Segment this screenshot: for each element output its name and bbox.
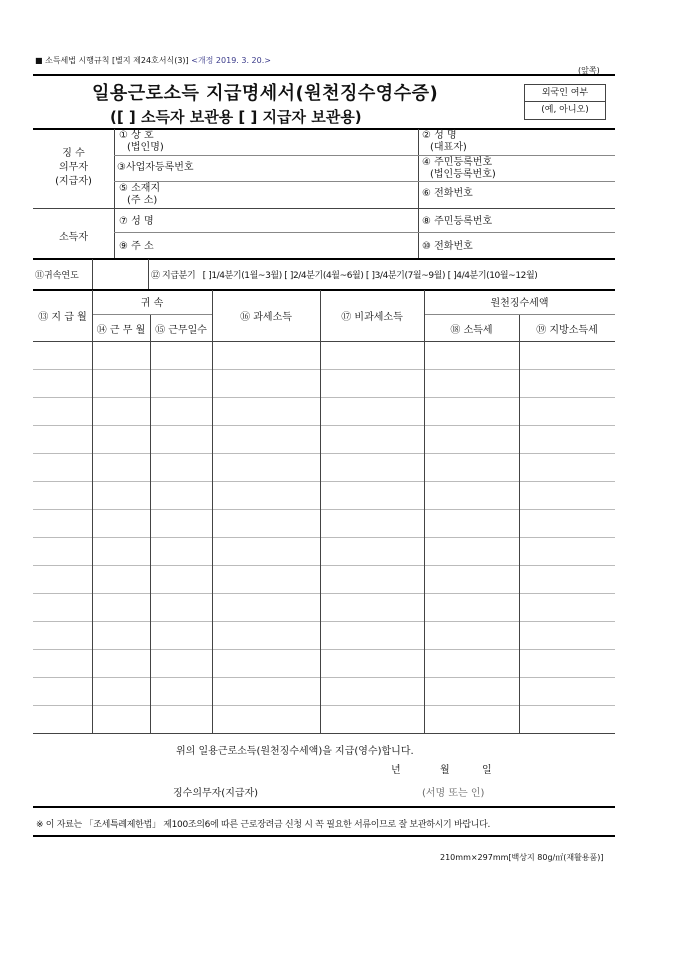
table-cell[interactable] [212,678,320,705]
table-cell[interactable] [33,706,92,734]
table-cell[interactable] [150,398,212,425]
table-cell[interactable] [519,482,615,509]
field-payer-phone[interactable]: ⑥ 전화번호 [422,188,473,199]
table-cell[interactable] [150,370,212,397]
table-cell[interactable] [424,706,519,734]
quarter-1-checkbox[interactable]: [ ]1/4분기(1월~3월) [202,271,282,281]
table-cell[interactable] [92,370,150,397]
foreigner-options: (예, 아니오) [541,105,589,115]
date-day[interactable]: 일 [482,765,492,776]
col-income-tax: ⑱ 소득세 [450,325,493,336]
representative-sub: (대표자) [430,142,467,153]
table-cell[interactable] [212,622,320,649]
law-reference [35,55,271,66]
footer-note: ※ 이 자료는 「조세특례제한법」 제100조의6에 따른 근로장려금 신청 시 꼭 필요한 서류이므로 잘 보관하시기 바랍니다. [36,820,491,830]
table-cell[interactable] [212,650,320,677]
table-cell[interactable] [92,566,150,593]
table-cell[interactable] [33,678,92,705]
year-label: ⑪귀속연도 [35,271,79,281]
table-cell[interactable] [33,594,92,621]
quarter-3-checkbox[interactable]: [ ]3/4분기(7월~9월) [365,271,446,281]
table-cell[interactable] [33,482,92,509]
table-row [33,510,615,538]
field-company-name[interactable] [119,130,164,154]
payment-statement: 위의 일용근로소득(원천징수세액)을 지급(영수)합니다. [176,746,414,757]
table-row [33,678,615,706]
table-cell[interactable] [519,566,615,593]
table-cell[interactable] [33,622,92,649]
table-cell[interactable] [92,454,150,481]
quarter-label: ⑫ 지급분기 [151,271,196,281]
table-cell[interactable] [519,594,615,621]
table-cell[interactable] [33,538,92,565]
table-cell[interactable] [320,370,424,397]
field-earner-resident-no[interactable]: ⑧ 주민등록번호 [422,216,493,227]
table-cell[interactable] [212,398,320,425]
table-cell[interactable] [33,510,92,537]
paper-spec: 210mm×297mm[백상지 80g/㎡(재활용품)] [440,853,604,862]
table-cell[interactable] [212,538,320,565]
table-cell[interactable] [320,510,424,537]
table-cell[interactable] [92,342,150,369]
table-cell[interactable] [424,650,519,677]
table-cell[interactable] [33,650,92,677]
signature-field[interactable]: (서명 또는 인) [422,788,485,799]
table-cell[interactable] [320,398,424,425]
table-cell[interactable] [212,706,320,734]
law-ref-text: ■ 소득세법 시행규칙 [별지 제24호서식(3)] [35,56,189,65]
table-row [33,426,615,454]
foreigner-box [524,84,606,120]
table-cell[interactable] [33,454,92,481]
quarter-row [151,268,537,281]
field-earner-address[interactable]: ⑨ 주 소 [119,241,154,252]
table-cell[interactable] [320,566,424,593]
date-month[interactable]: 월 [440,765,450,776]
quarter-4-checkbox[interactable]: [ ]4/4분기(10월~12월) [447,271,538,281]
field-earner-phone[interactable]: ⑩ 전화번호 [422,241,473,252]
table-cell[interactable] [150,426,212,453]
resident-reg-sub: (법인등록번호) [430,169,496,180]
table-cell[interactable] [519,538,615,565]
table-cell[interactable] [320,538,424,565]
quarter-2-checkbox[interactable]: [ ]2/4분기(4월~6월) [284,271,364,281]
table-cell[interactable] [320,342,424,369]
representative-label: ② 성 명 [422,130,457,141]
table-cell[interactable] [150,566,212,593]
field-resident-reg-no[interactable] [422,157,496,181]
table-cell[interactable] [320,622,424,649]
table-cell[interactable] [424,510,519,537]
table-cell[interactable] [320,706,424,734]
table-cell[interactable] [424,594,519,621]
table-row [33,650,615,678]
table-row [33,398,615,426]
table-cell[interactable] [150,510,212,537]
table-cell[interactable] [212,342,320,369]
table-cell[interactable] [212,454,320,481]
form-title: 일용근로소득 지급명세서(원천징수영수증) [92,83,439,104]
table-cell[interactable] [33,342,92,369]
table-cell[interactable] [150,538,212,565]
date-year[interactable]: 년 [391,765,401,776]
table-cell[interactable] [150,594,212,621]
form-subtitle: ([ ] 소득자 보관용 [ ] 지급자 보관용) [110,108,362,126]
table-cell[interactable] [33,370,92,397]
col-nontaxable-income: ⑰ 비과세소득 [341,312,403,323]
table-cell[interactable] [519,622,615,649]
table-cell[interactable] [212,594,320,621]
table-cell[interactable] [150,678,212,705]
table-cell[interactable] [92,650,150,677]
table-cell[interactable] [320,594,424,621]
table-cell[interactable] [92,482,150,509]
table-cell[interactable] [150,482,212,509]
table-cell[interactable] [212,510,320,537]
field-representative[interactable] [422,130,467,154]
table-cell[interactable] [424,566,519,593]
table-cell[interactable] [519,510,615,537]
payer-label-line3: (지급자) [55,176,92,187]
field-business-reg-no[interactable]: ③사업자등록번호 [117,162,194,173]
table-cell[interactable] [320,426,424,453]
table-cell[interactable] [150,622,212,649]
foreigner-label: 외국인 여부 [525,85,605,102]
table-cell[interactable] [212,482,320,509]
table-row [33,370,615,398]
table-row [33,566,615,594]
table-cell[interactable] [212,566,320,593]
table-cell[interactable] [424,622,519,649]
table-row [33,594,615,622]
data-table [33,342,615,734]
table-cell[interactable] [320,482,424,509]
table-cell[interactable] [519,342,615,369]
company-name-label: ① 상 호 [119,130,154,141]
table-cell[interactable] [320,650,424,677]
table-cell[interactable] [424,454,519,481]
top-border [33,74,615,76]
table-cell[interactable] [150,454,212,481]
table-cell[interactable] [150,650,212,677]
table-cell[interactable] [519,426,615,453]
col-work-days: ⑮ 근무일수 [155,325,207,336]
col-attribution: 귀 속 [140,298,164,309]
col-taxable-income: ⑯ 과세소득 [240,312,292,323]
table-row [33,342,615,370]
table-cell[interactable] [33,566,92,593]
table-cell[interactable] [92,510,150,537]
section-divider [114,129,115,258]
table-cell[interactable] [519,650,615,677]
address-sub: (주 소) [127,195,158,206]
table-cell[interactable] [92,594,150,621]
table-row [33,454,615,482]
payer-section-label [33,147,114,189]
year-input[interactable] [93,260,147,288]
col-withholding: 원천징수세액 [490,298,549,309]
table-cell[interactable] [519,678,615,705]
table-cell[interactable] [320,454,424,481]
col-pay-month: ⑬ 지 급 월 [38,312,87,323]
table-cell[interactable] [92,398,150,425]
payer-sign-label: 징수의무자(지급자) [173,788,259,799]
table-cell[interactable] [424,370,519,397]
field-earner-name[interactable]: ⑦ 성 명 [119,216,154,227]
table-cell[interactable] [424,342,519,369]
mid-divider [418,129,419,258]
table-cell[interactable] [519,706,615,734]
table-cell[interactable] [92,426,150,453]
table-cell[interactable] [320,678,424,705]
table-cell[interactable] [33,426,92,453]
table-cell[interactable] [212,426,320,453]
table-row [33,482,615,510]
table-cell[interactable] [92,678,150,705]
table-row [33,706,615,734]
table-cell[interactable] [424,538,519,565]
field-address[interactable] [119,183,160,207]
col-work-month: ⑭ 근 무 월 [96,325,146,336]
table-cell[interactable] [519,398,615,425]
address-label: ⑤ 소재지 [119,183,161,194]
table-cell[interactable] [212,370,320,397]
table-cell[interactable] [424,426,519,453]
front-label: (앞쪽) [578,66,600,75]
resident-reg-label: ④ 주민등록번호 [422,157,493,168]
table-cell[interactable] [92,622,150,649]
earner-section-label: 소득자 [59,232,88,243]
table-cell[interactable] [150,706,212,734]
table-cell[interactable] [424,398,519,425]
payer-label-line1: 징 수 [62,148,85,159]
revision-date: <개정 2019. 3. 20.> [191,56,271,65]
table-cell[interactable] [92,538,150,565]
table-row [33,622,615,650]
table-cell[interactable] [424,678,519,705]
company-name-sub: (법인명) [127,142,164,153]
col-local-tax: ⑲ 지방소득세 [536,325,598,336]
table-cell[interactable] [92,706,150,734]
table-cell[interactable] [150,342,212,369]
table-cell[interactable] [33,398,92,425]
table-cell[interactable] [519,454,615,481]
table-cell[interactable] [424,482,519,509]
payer-label-line2: 의무자 [59,162,88,173]
table-cell[interactable] [519,370,615,397]
table-row [33,538,615,566]
